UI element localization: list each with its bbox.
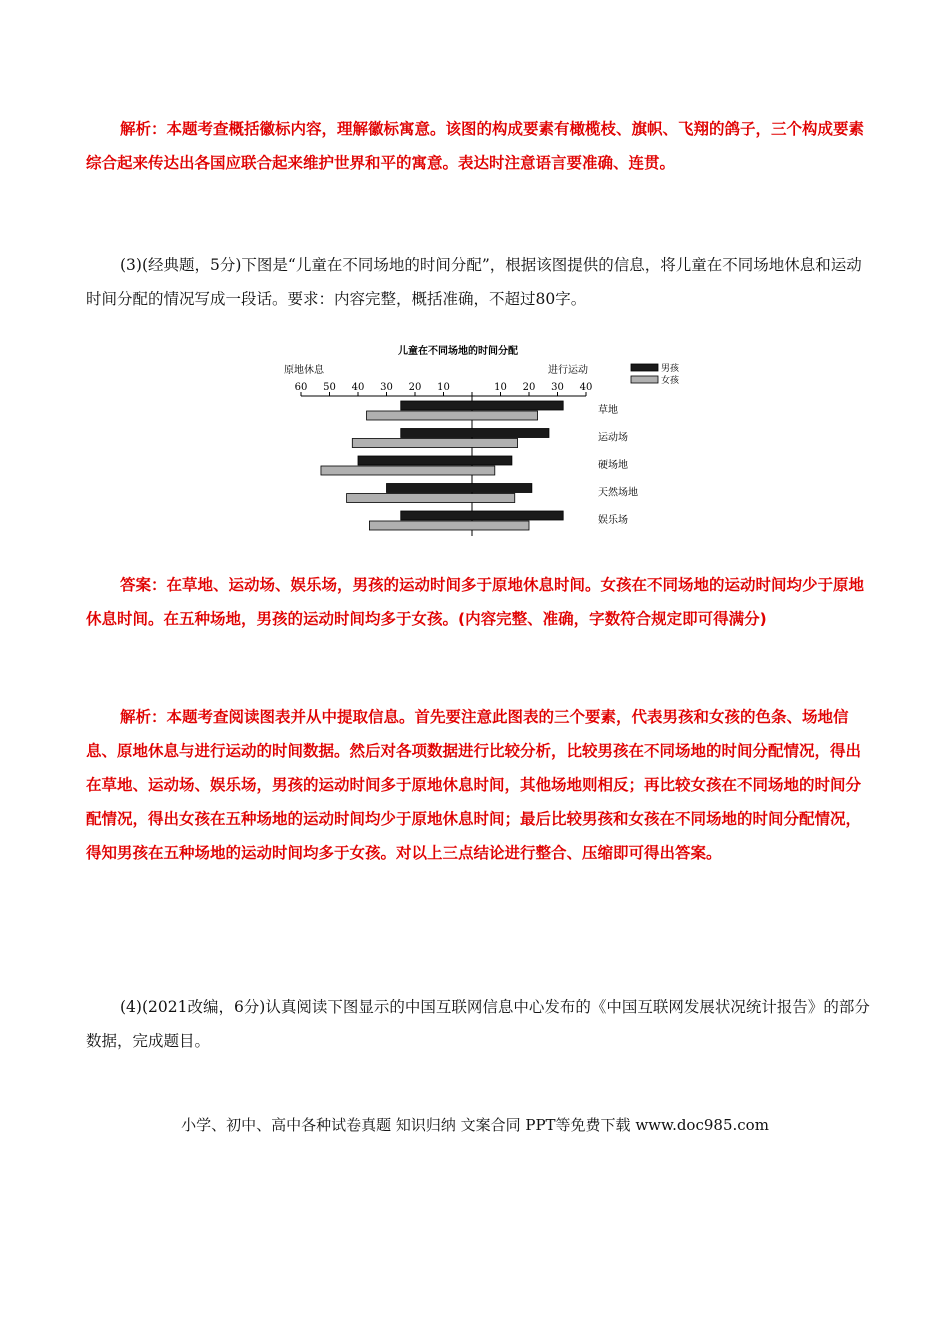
bar-boy [401,511,563,520]
legend-swatch [631,364,658,371]
answer-paragraph: 答案：在草地、运动场、娱乐场，男孩的运动时间多于原地休息时间。女孩在不同场地的运动时间均少于原地休息时间。在五种场地，男孩的运动时间均多于女孩。(内容完整、准确，字数符合规定即可得满分) [86,576,865,628]
bar-girl [321,466,495,475]
category-label: 草地 [598,405,618,416]
tick-label: 10 [437,382,450,393]
legend-label: 女孩 [661,376,680,386]
bar-girl [367,411,538,420]
legend-swatch [631,376,658,383]
category-label: 硬场地 [598,460,628,471]
tick-label: 50 [323,382,336,393]
tick-label: 10 [494,382,507,393]
right-axis-label: 进行运动 [548,365,588,376]
tick-label: 30 [551,382,564,393]
page-footer: 小学、初中、高中各种试卷真题 知识归纳 文案合同 PPT等免费下载 www.doc985.com [181,1116,769,1134]
chart-legend [631,362,680,386]
question-3: (3)(经典题，5分)下图是“儿童在不同场地的时间分配”，根据该图提供的信息，将儿童在不同场地休息和运动时间分配的情况写成一段话。要求：内容完整，概括准确，不超过80字。 [86,256,862,308]
bar-boy [358,456,512,465]
tick-label: 60 [294,382,308,393]
tick-label: 20 [408,382,422,393]
question-4: (4)(2021改编，6分)认真阅读下图显示的中国互联网信息中心发布的《中国互联网发展状况统计报告》的部分数据，完成题目。 [86,998,870,1050]
chart-bars [321,401,563,530]
tick-label: 20 [522,382,536,393]
category-labels [598,403,638,526]
category-label: 天然场地 [598,487,638,499]
chart-title: 儿童在不同场地的时间分配 [398,346,518,357]
tick-label: 40 [351,382,365,393]
left-axis-label: 原地休息 [284,365,324,376]
analysis-paragraph-3: 解析：本题考查阅读图表并从中提取信息。首先要注意此图表的三个要素，代表男孩和女孩的色条、场地信息、原地休息与进行运动的时间数据。然后对各项数据进行比较分析，比较男孩在不同场地的时间分配情况，得出在草地、运动场、娱乐场，男孩的运动时间多于原地休息时间，其他场地则相反；再比较女孩在不同场地的时间分配情况，得出女孩在五种场地的运动时间均少于原地休息时间；最后比较男孩和女孩在不同场地的时间分配情况，得知男孩在五种场地的运动时间均多于女孩。对以上三点结论进行整合、压缩即可得出答案。 [86,708,862,862]
tick-label: 40 [579,382,593,393]
category-label: 运动场 [598,432,628,444]
bar-girl [347,494,515,503]
bar-boy [401,401,563,410]
bar-girl [352,439,517,448]
bar-girl [369,521,529,530]
bar-boy [387,484,532,493]
analysis-paragraph-1: 解析：本题考查概括徽标内容，理解徽标寓意。该图的构成要素有橄榄枝、旗帜、飞翔的鸽子，三个构成要素综合起来传达出各国应联合起来维护世界和平的寓意。表达时注意语言要准确、连贯。 [86,120,865,172]
legend-label: 男孩 [661,364,680,374]
bar-boy [401,429,549,438]
tick-label: 30 [380,382,393,393]
time-allocation-chart [280,338,680,538]
category-label: 娱乐场 [598,515,628,526]
